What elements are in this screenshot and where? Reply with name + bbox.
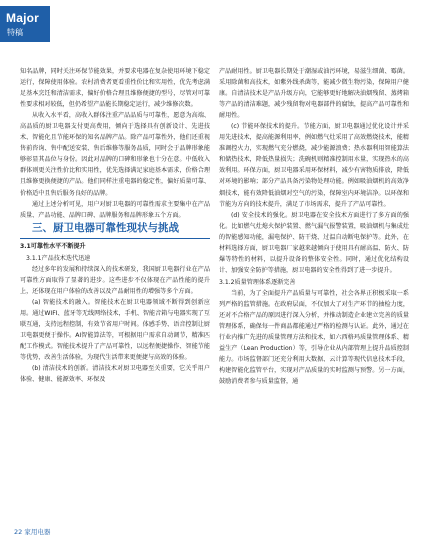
paragraph: (b) 清洁技术的创新。清洁技术对厨卫电器至关重要，它关乎用户体验、健康、能源效率、环保及	[20, 365, 210, 384]
subsubsection-heading: 3.1.1产品技术迭代迅速	[26, 254, 91, 262]
page-footer: 22 家用电器	[14, 528, 51, 536]
paragraph: (c) 节能环保技术的提升。节能方面，厨卫电器通过优化设计并采用先进技术，提高能源利用率，例如燃气灶采用了高效燃烧技术，能精准调控火力，实现燃气充分燃烧，减少能源浪费；热水器利用智能算法和储热技术，降低热量损失；洗碗机则精准控制用水量，实现热水的高效利用。环保方面，厨卫电器采用环保材料，减少有害物质排放，降低对环境的影响；部分产品具备污染物处理功能。例如吸油烟机的高效净烟技术，能有效降低油烟对空气的污染，保障室内环境洁净。以环保和节能为方向的技术提升，满足了市场需求，提升了产品可靠性。	[219, 123, 409, 208]
paragraph: 经过多年的发展和持续深入的技术研发，我国厨卫电器行业在产品可靠性方面取得了显著的进步。这些进步不仅体现在产品性能的提升上，还体现在用户体验的改善以及产品耐用性的增强等多个方面。	[20, 265, 210, 295]
paragraph: 通过上述分析可见，用户对厨卫电器的可靠性需求主要集中在产品质量、产品功能、品牌口碑、品牌服务和品牌形象五个方面。	[20, 200, 210, 219]
paragraph: 从收入水平看，高收入群体注重产品品质与可靠性，愿意为高端、高品质的厨卫电器支付更高费用，倾向于选择具有创新设计、先进技术、智能化且节能环保的知名品牌产品。除产品可靠性外，他们还重视售前咨询、售中配送安装、售后维修等服务品质，同时会于品牌形象能够彰显其品位与身份。因此对品牌的口碑和形象也十分在意。中低收入群体则更关注性价比和实用性，优先选择满足家庭基本需求，价格合理且维修更换便捷的产品。他们同样注重电器的稳定性，偏好质量可靠、价格适中且售后服务良好的品牌。	[20, 112, 210, 197]
subsubsection-heading: 3.1.2质量管理体系逐渐完善	[219, 278, 296, 286]
section-title: 三、厨卫电器可靠性现状与挑战	[20, 221, 210, 239]
paragraph: (a) 智能技术的融入。智能技术在厨卫电器领域不断得到创新应用。通过WIFI、蓝牙等无线网络技术，手机、智能音箱与电器实现了互联互通，支持远程控制，有效节省用户时间。体感手势、语音控制让厨卫电器更便于操作。AI智能算法等，可根据用户需求自动调节，精准匹配工作模式。智能技术提升了产品可靠性，以远程便捷操作、智能节能等优势，改善生活体验，为现代生活带来更便捷与高效的体验。	[20, 298, 210, 362]
badge-cn: 特稿	[7, 28, 23, 37]
right-column	[219, 66, 409, 387]
paragraph: 知名品牌，同时关注环保节能效果，并要求电器在复杂使用环境下稳定运行，保障使用体验。农村消费者更看重性价比和实用性，优先考虑满足基本烹饪和清洁需求，偏好价格合理且维修便捷的型号，尽管对可靠性要求相对较低，但仍希望产品能长期稳定运行，减少维修次数。	[20, 68, 210, 109]
paragraph: 当前，为了全面提升产品质量与可靠性，社会各界正积极采取一系列严格的监管措施。在政府层面，不仅加大了对生产环节的抽检力度，还对不合格产品的原因进行深入分析，并推动制造企业建立完善的质量管理体系，确保每一件商品都能通过严格的检测与认证。此外，通过在行业内推广先进的质量管理方法和技术，如六西格玛质量管理体系、精益生产（Lean Production）等，引导企业从内部管理上提升品质控制能力。市场监督部门还充分利用大数据、云计算等现代信息技术手段，构建智能化监管平台，实现对产品质量的实时监测与预警。另一方面，鼓励消费者参与质量监督，通	[219, 289, 409, 386]
section-badge	[0, 6, 50, 42]
paragraph: (d) 安全技术的强化。厨卫电器在安全技术方面进行了多方面的强化。比如燃气灶熄火保护装置、燃气漏气报警装置，吸油烟机与集成灶的智能感知功能，漏电保护、防干烧、过温自动断电保护等。此外，在材料选择方面，厨卫电器厂家越来越倾向于使用具有耐高温、防火、防爆等特性的材料，以提升设备的整体安全性。同时，通过优化结构设计、加强安全防护等措施，厨卫电器的安全性得到了进一步提升。	[219, 211, 409, 274]
paragraph: 产品耐用性。厨卫电器长期处于潮湿或油污环境，易滋生细菌、霉菌。采用除菌和高技术，如紫外线杀菌等，能减少微生物污染，保障用户健康。自清洁技术是产品升级方向，它能够更好地解决油烟残留、蒸烤箱等产品的清洁难题，减少残留物对电器部件的腐蚀，提高产品可靠性和耐用性。	[219, 68, 409, 120]
badge-en: Major	[6, 11, 40, 25]
left-column	[20, 66, 210, 385]
subsection-heading: 3.1可靠性水平不断提升	[20, 242, 86, 250]
